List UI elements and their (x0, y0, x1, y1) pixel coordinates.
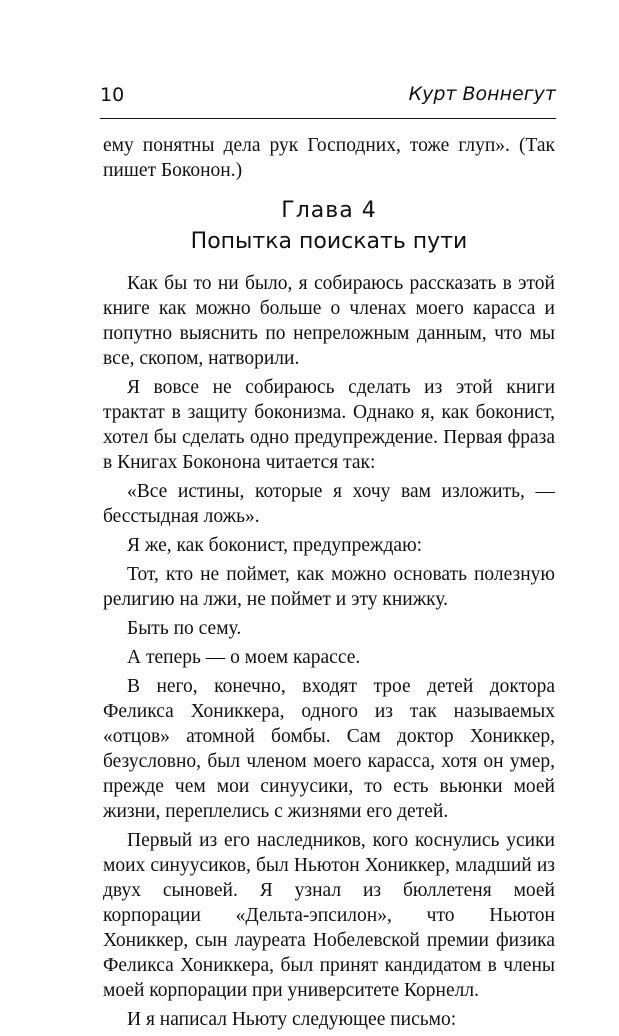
paragraph: Я же, как боконист, предупреждаю: (127, 535, 423, 556)
page-header (100, 78, 556, 119)
chapter-title: Попытка поискать пути (190, 229, 468, 254)
chapter-number: Глава 4 (281, 198, 377, 223)
paragraph: Как бы то ни было, я собираюсь рассказать в этой книге как можно больше о членах моего карасса и попутно выяснить по непреложным данным, что мы все, скопом, натворили. (103, 273, 555, 369)
paragraph: ему понятны дела рук Господних, тоже глуп». (Так пишет Боконон.) (103, 135, 555, 181)
paragraph: Быть по сему. (127, 618, 242, 639)
continued-paragraph (103, 133, 555, 183)
paragraph: Первый из его наследников, кого коснулись усики моих синуусиков, был Ньютон Хониккер, младший из двух сыновей. Я узнал из бюллетеня моей корпорации «Дельта-эпсилон», что Ньютон Хониккер, сын лауреата Нобелевской премии физика Феликса Хониккера, был принят кандидатом в члены моей корпорации при университете Корнелл. (103, 830, 555, 1001)
chapter-body (103, 271, 555, 1036)
paragraph: В него, конечно, входят трое детей доктора Феликса Хониккера, одного из так называемых «отцов» атомной бомбы. Сам доктор Хониккер, безусловно, был членом моего карасса, хотя он умер, прежде чем мои синуусики, то есть вьюнки моей жизни, переплелись с жизнями его детей. (103, 676, 555, 822)
paragraph: Я вовсе не собираюсь сделать из этой книги трактат в защиту боконизма. Однако я, как боконист, хотел бы сделать одно предупреждение. Первая фраза в Книгах Боконона читается так: (103, 377, 555, 473)
running-head-author: Курт Воннегут (408, 83, 556, 105)
paragraph: «Все истины, которые я хочу вам изложить, — бесстыдная ложь». (103, 481, 555, 527)
paragraph: И я написал Ньюту следующее письмо: (127, 1009, 457, 1030)
page-number: 10 (100, 84, 125, 106)
paragraph: А теперь — о моем карассе. (127, 647, 361, 668)
paragraph: Тот, кто не поймет, как можно основать полезную религию на лжи, не поймет и эту книжку. (103, 564, 555, 610)
